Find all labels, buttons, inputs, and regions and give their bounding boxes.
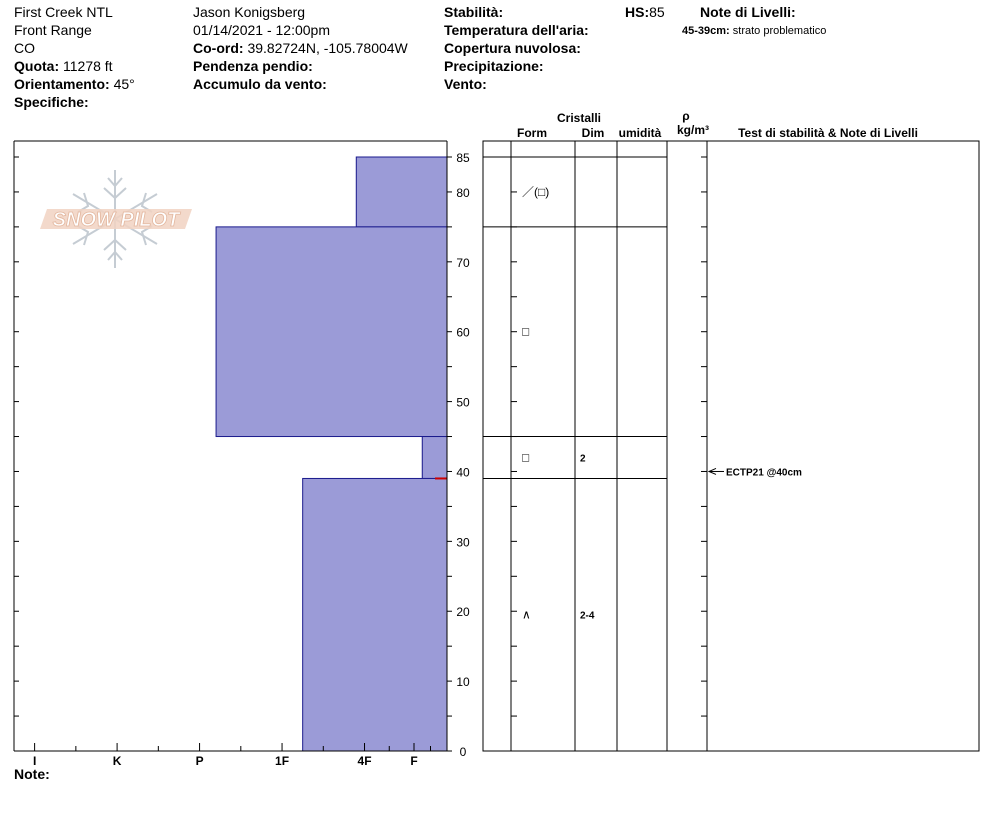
slope-label: Pendenza pendio: <box>193 58 313 74</box>
hardness-tick-label: I <box>32 754 37 768</box>
hardness-tick-label: K <box>112 754 122 768</box>
crystal-form-0: ／(□) <box>522 184 550 199</box>
depth-tick-label: 50 <box>456 395 470 410</box>
hardness-tick-label: 1F <box>275 754 290 768</box>
stability-label: Stabilità: <box>444 4 504 20</box>
crystals-header: Cristalli <box>556 111 602 125</box>
coord-value: 39.82724N, -105.78004W <box>247 40 408 56</box>
crystal-size-3: 2-4 <box>580 610 595 622</box>
aspect-label: Orientamento: <box>14 76 110 92</box>
form-header: Form <box>517 126 547 140</box>
depth-tick-label: 60 <box>456 325 470 340</box>
density-unit: kg/m³ <box>676 123 710 137</box>
moisture-header: umidità <box>618 126 662 140</box>
range-name: Front Range <box>14 22 92 38</box>
precipitation-label: Precipitazione: <box>444 58 544 74</box>
depth-tick-label: 85 <box>456 151 470 165</box>
wind-label: Vento: <box>444 76 487 92</box>
observation-datetime: 01/14/2021 - 12:00pm <box>193 22 330 38</box>
snow-pilot-logo <box>40 209 192 231</box>
depth-tick-label: 0 <box>459 745 467 759</box>
layer-bar-3 <box>303 478 447 751</box>
layer-note-range: 45-39cm: <box>682 25 730 37</box>
layer-bar-0 <box>356 157 447 227</box>
size-header: Dim <box>581 126 605 140</box>
profile-table-frame <box>483 141 979 751</box>
cloud-cover-label: Copertura nuvolosa: <box>444 40 581 56</box>
depth-tick-label: 40 <box>456 465 470 480</box>
hs-label: HS: <box>625 4 650 20</box>
depth-tick-label: 70 <box>456 255 470 270</box>
hardness-tick-label: F <box>410 754 418 768</box>
wind-loading-label: Accumulo da vento: <box>193 76 327 92</box>
specifics-label: Specifiche: <box>14 94 89 110</box>
logo-text: SNOW PILOT <box>52 209 180 231</box>
hardness-tick-label: 4F <box>357 754 372 768</box>
depth-tick-label: 20 <box>456 605 470 620</box>
notes-label: Note: <box>14 766 50 782</box>
density-symbol: ρ <box>682 109 690 123</box>
hs-value: 85 <box>649 4 665 20</box>
crystal-form-3: ∧ <box>522 607 531 622</box>
layer-notes-label: Note di Livelli: <box>700 4 796 20</box>
elevation-value: 11278 ft <box>63 58 113 74</box>
stability-test-0: ECTP21 @40cm <box>726 467 802 479</box>
depth-tick-label: 30 <box>456 535 470 550</box>
elevation-label: Quota: <box>14 58 60 74</box>
crystal-form-2: □ <box>522 450 530 465</box>
crystal-size-2: 2 <box>580 453 586 465</box>
layer-note-text: strato problematico <box>732 25 827 37</box>
layer-bar-1 <box>216 227 447 437</box>
depth-tick-label: 80 <box>456 185 470 200</box>
aspect-value: 45° <box>113 76 135 92</box>
tests-header: Test di stabilità & Note di Livelli <box>738 126 918 140</box>
coord-label: Co-ord: <box>193 40 244 56</box>
state-name: CO <box>14 40 35 56</box>
location-name: First Creek NTL <box>14 4 113 20</box>
observer-name: Jason Konigsberg <box>193 4 306 20</box>
layer-bar-2 <box>422 437 447 479</box>
crystal-form-1: □ <box>522 324 530 339</box>
depth-tick-label: 10 <box>456 675 470 690</box>
hardness-tick-label: P <box>195 754 204 768</box>
air-temp-label: Temperatura dell'aria: <box>444 22 589 38</box>
